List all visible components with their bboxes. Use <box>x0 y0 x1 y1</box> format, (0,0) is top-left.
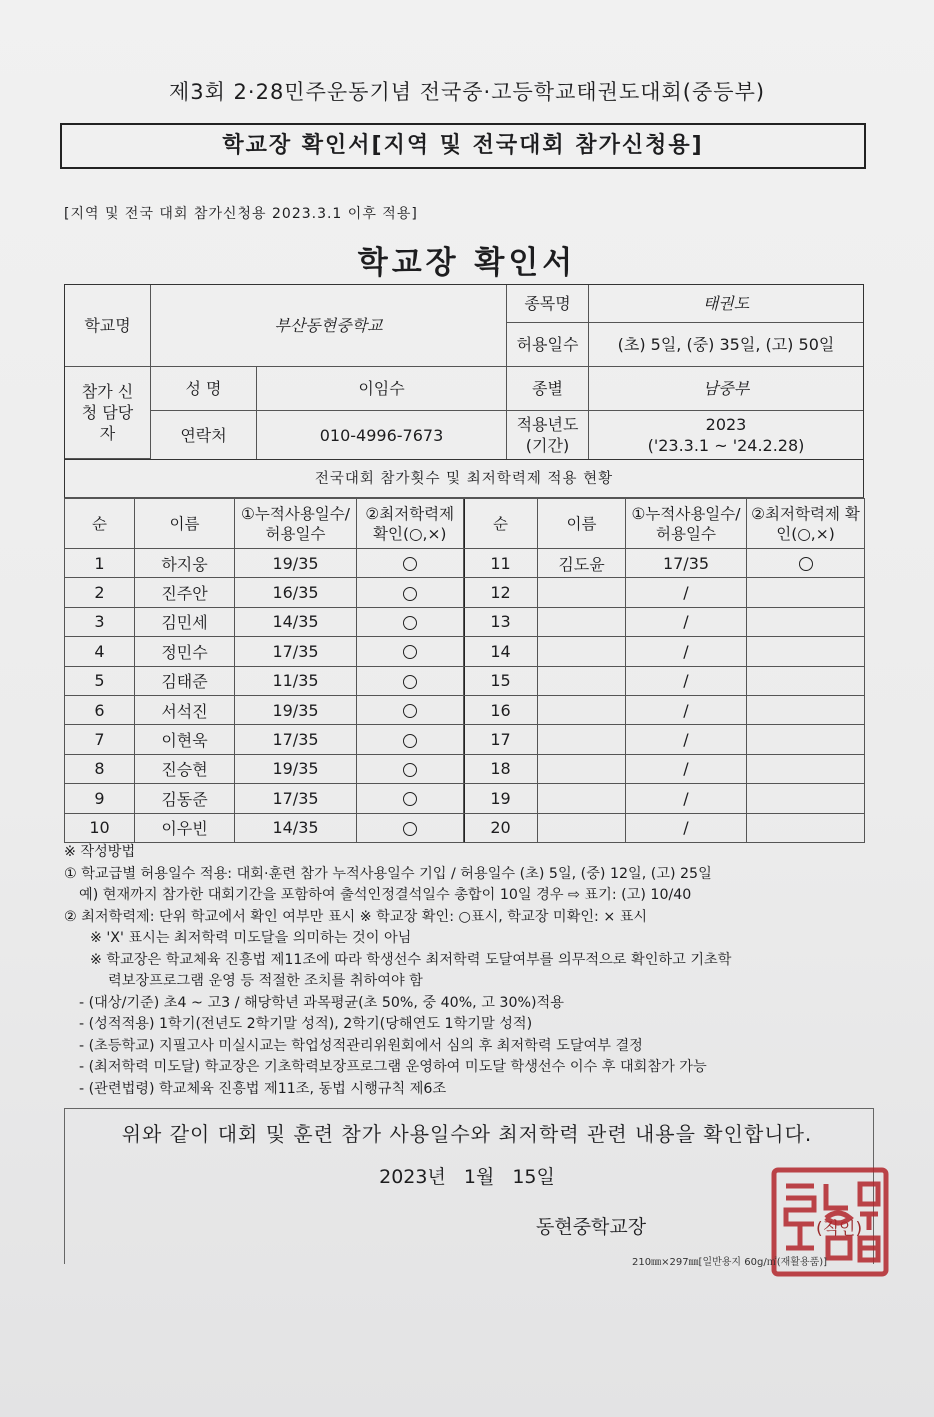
academic-check <box>747 725 865 754</box>
principal-name: 동현중학교장 <box>536 1216 647 1238</box>
row-number: 11 <box>464 549 538 578</box>
player-name <box>538 607 626 636</box>
check-circle-icon <box>403 704 417 718</box>
academic-check <box>357 666 464 695</box>
table-row <box>65 637 464 666</box>
check-circle-icon <box>403 616 417 630</box>
contact-group-label: 참가 신청 담당자 <box>65 367 151 459</box>
year-label: 적용년도 (기간) <box>507 411 589 459</box>
player-name: 진승현 <box>135 754 235 783</box>
row-number: 7 <box>65 725 135 754</box>
instruction-line: ※ 'X' 표시는 최저학력 미도달을 의미하는 것이 아님 <box>90 930 412 946</box>
row-number: 15 <box>464 666 538 695</box>
row-number: 9 <box>65 784 135 813</box>
table-row <box>464 666 865 695</box>
confirmation-text: 위와 같이 대회 및 훈련 참가 사용일수와 최저학력 관련 내용을 확인합니다. <box>121 1122 813 1146</box>
academic-check <box>357 637 464 666</box>
name-value: 이임수 <box>257 367 507 411</box>
table-row <box>464 725 865 754</box>
player-name <box>538 637 626 666</box>
academic-check <box>357 813 464 842</box>
table-row <box>65 813 464 842</box>
academic-check <box>357 784 464 813</box>
instruction-line: ① 학교급별 허용일수 적용: 대회·훈련 참가 누적사용일수 기입 / 허용일수 (초) 5일, (중) 12일, (고) 25일 <box>64 865 712 882</box>
check-circle-icon <box>403 822 417 836</box>
table-row <box>65 695 464 724</box>
instruction-line: - (성적적용) 1학기(전년도 2학기말 성적), 2학기(당해연도 1학기말 성적) <box>79 1016 533 1032</box>
instruction-line: 예) 현재까지 참가한 대회기간을 포함하여 출석인정결석일수 총합이 10일 경우 ⇨ 표기: (고) 10/40 <box>79 887 692 903</box>
row-number: 10 <box>65 813 135 842</box>
table-row <box>464 784 865 813</box>
year-value: 2023 <box>705 415 747 434</box>
apply-note: [지역 및 전국 대회 참가신청용 2023.3.1 이후 적용] <box>64 206 418 222</box>
col-header-no: 순 <box>65 499 135 549</box>
instruction-line: - (대상/기준) 초4 ~ 고3 / 해당학년 과목평균(초 50%, 중 40%, 고 30%)적용 <box>79 994 564 1011</box>
event-title: 제3회 2·28민주운동기념 전국중·고등학교태권도대회(중등부) <box>168 80 766 104</box>
table-row <box>65 725 464 754</box>
table-header-row <box>464 499 865 549</box>
academic-check <box>747 607 865 636</box>
instruction-line: 력보장프로그램 운영 등 적절한 조치를 취하여야 함 <box>108 973 423 989</box>
check-circle-icon <box>403 792 417 806</box>
year-period: ('23.3.1 ~ '24.2.28) <box>647 436 805 455</box>
form-title-box: 학교장 확인서[지역 및 전국대회 참가신청용] <box>60 123 866 169</box>
participant-tables <box>64 498 864 842</box>
check-circle-icon <box>403 734 417 748</box>
days-label: 허용일수 <box>507 323 589 367</box>
player-name: 김태준 <box>135 666 235 695</box>
document-title: 학교장 확인서 <box>357 245 577 281</box>
player-name <box>538 578 626 607</box>
col-header-check: ②최저학력제 확인(○,×) <box>747 499 865 549</box>
check-circle-icon <box>403 763 417 777</box>
row-number: 6 <box>65 695 135 724</box>
row-number: 20 <box>464 813 538 842</box>
academic-check <box>357 607 464 636</box>
instruction-line: ※ 학교장은 학교체육 진흥법 제11조에 따라 학생선수 최저학력 도달여부를 의무적으로 확인하고 기초학 <box>90 951 732 968</box>
table-row <box>65 784 464 813</box>
school-value: 부산동현중학교 <box>151 285 507 367</box>
player-name <box>538 666 626 695</box>
days-used: 19/35 <box>235 754 357 783</box>
participant-table-right <box>463 498 865 843</box>
days-used: 11/35 <box>235 666 357 695</box>
player-name: 김도윤 <box>538 549 626 578</box>
row-number: 17 <box>464 725 538 754</box>
table-row <box>464 549 865 578</box>
academic-check <box>357 549 464 578</box>
player-name <box>538 784 626 813</box>
days-value: (초) 5일, (중) 35일, (고) 50일 <box>589 323 863 367</box>
row-number: 2 <box>65 578 135 607</box>
player-name: 서석진 <box>135 695 235 724</box>
player-name <box>538 695 626 724</box>
days-used: 17/35 <box>235 725 357 754</box>
player-name <box>538 725 626 754</box>
days-used: 16/35 <box>235 578 357 607</box>
table-row <box>65 607 464 636</box>
check-circle-icon <box>403 675 417 689</box>
instruction-line: ※ 작성방법 <box>64 844 136 860</box>
days-used: 17/35 <box>626 549 747 578</box>
table-row <box>65 578 464 607</box>
check-circle-icon <box>403 587 417 601</box>
days-used: / <box>626 607 747 636</box>
paper-spec-footer: 210㎜×297㎜[일반용지 60g/㎡(재활용품)] <box>632 1257 828 1268</box>
check-circle-icon <box>403 645 417 659</box>
writing-instructions <box>64 842 874 1100</box>
academic-check <box>747 754 865 783</box>
player-name: 김민세 <box>135 607 235 636</box>
days-used: / <box>626 666 747 695</box>
category-label: 종별 <box>507 367 589 411</box>
check-circle-icon <box>403 557 417 571</box>
table-row <box>464 754 865 783</box>
academic-check <box>747 695 865 724</box>
academic-check <box>747 784 865 813</box>
table-row <box>464 607 865 636</box>
days-used: / <box>626 578 747 607</box>
academic-check <box>747 666 865 695</box>
days-used: / <box>626 784 747 813</box>
year-cell <box>589 411 863 459</box>
days-used: 14/35 <box>235 813 357 842</box>
instruction-line: - (최저학력 미도달) 학교장은 기초학력보장프로그램 운영하여 미도달 학생선수 이수 후 대회참가 가능 <box>79 1059 707 1075</box>
row-number: 12 <box>464 578 538 607</box>
days-used: / <box>626 754 747 783</box>
name-label: 성 명 <box>151 367 257 411</box>
days-used: / <box>626 725 747 754</box>
days-used: / <box>626 637 747 666</box>
col-header-days: ①누적사용일수/ 허용일수 <box>235 499 357 549</box>
days-used: 14/35 <box>235 607 357 636</box>
table-row <box>65 666 464 695</box>
academic-check <box>747 813 865 842</box>
category-value: 남중부 <box>589 367 863 411</box>
table-row <box>464 637 865 666</box>
issue-date: 2023년 1월 15일 <box>379 1166 555 1188</box>
instruction-line: - (초등학교) 지필고사 미실시교는 학업성적관리위원회에서 심의 후 최저학력 도달여부 결정 <box>79 1037 643 1054</box>
row-number: 13 <box>464 607 538 636</box>
table-row <box>65 549 464 578</box>
player-name <box>538 754 626 783</box>
col-header-name: 이름 <box>538 499 626 549</box>
participant-table-left <box>64 498 465 843</box>
sport-label: 종목명 <box>507 285 589 323</box>
check-circle-icon <box>799 557 813 571</box>
academic-check <box>747 549 865 578</box>
table-header-row <box>65 499 464 549</box>
academic-check <box>747 637 865 666</box>
table-row <box>65 754 464 783</box>
status-subheader: 전국대회 참가횟수 및 최저학력제 적용 현황 <box>64 460 864 498</box>
instruction-line: ② 최저학력제: 단위 학교에서 확인 여부만 표시 ※ 학교장 확인: ○표시, 학교장 미확인: × 표시 <box>64 908 648 925</box>
days-used: / <box>626 695 747 724</box>
academic-check <box>357 695 464 724</box>
row-number: 16 <box>464 695 538 724</box>
player-name <box>538 813 626 842</box>
col-header-name: 이름 <box>135 499 235 549</box>
row-number: 8 <box>65 754 135 783</box>
academic-check <box>357 725 464 754</box>
row-number: 18 <box>464 754 538 783</box>
days-used: 19/35 <box>235 549 357 578</box>
player-name: 이우빈 <box>135 813 235 842</box>
row-number: 3 <box>65 607 135 636</box>
table-row <box>464 695 865 724</box>
player-name: 하지웅 <box>135 549 235 578</box>
player-name: 정민수 <box>135 637 235 666</box>
days-used: / <box>626 813 747 842</box>
player-name: 진주안 <box>135 578 235 607</box>
academic-check <box>747 578 865 607</box>
phone-label: 연락처 <box>151 411 257 459</box>
academic-check <box>357 578 464 607</box>
days-used: 17/35 <box>235 637 357 666</box>
col-header-no: 순 <box>464 499 538 549</box>
table-row <box>464 813 865 842</box>
row-number: 5 <box>65 666 135 695</box>
row-number: 14 <box>464 637 538 666</box>
instruction-line: - (관련법령) 학교체육 진흥법 제11조, 동법 시행규칙 제6조 <box>79 1080 447 1097</box>
row-number: 19 <box>464 784 538 813</box>
sport-value: 태권도 <box>589 285 863 323</box>
academic-check <box>357 754 464 783</box>
info-table <box>64 284 864 460</box>
row-number: 4 <box>65 637 135 666</box>
school-label: 학교명 <box>65 285 151 367</box>
col-header-check: ②최저학력제 확인(○,×) <box>357 499 464 549</box>
days-used: 17/35 <box>235 784 357 813</box>
col-header-days: ①누적사용일수/ 허용일수 <box>626 499 747 549</box>
table-row <box>464 578 865 607</box>
seal-label: (직인) <box>816 1219 863 1239</box>
row-number: 1 <box>65 549 135 578</box>
player-name: 김동준 <box>135 784 235 813</box>
phone-value: 010-4996-7673 <box>257 411 507 459</box>
player-name: 이현욱 <box>135 725 235 754</box>
days-used: 19/35 <box>235 695 357 724</box>
